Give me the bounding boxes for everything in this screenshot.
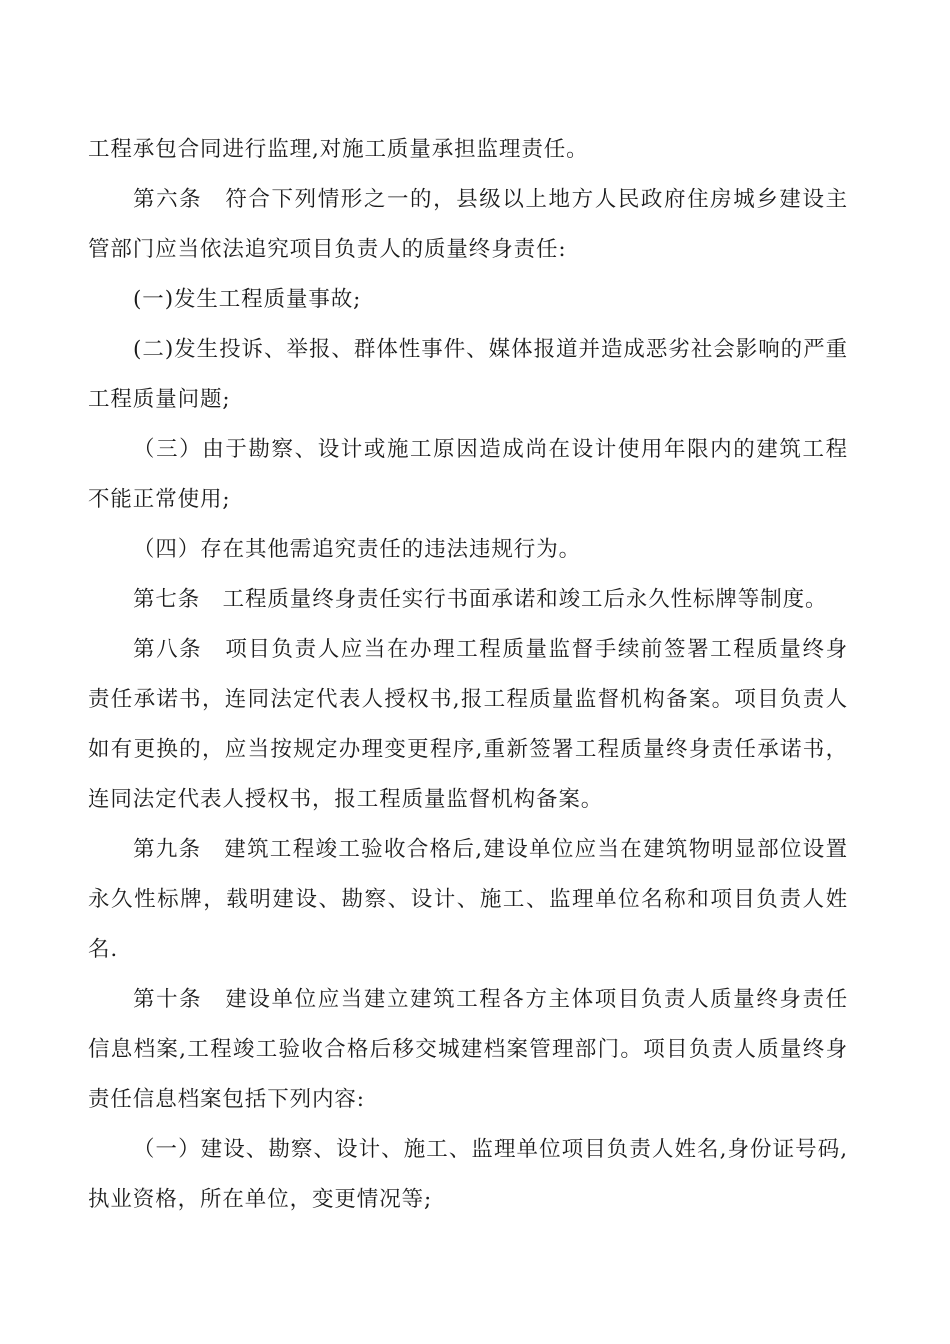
article-10: 第十条 建设单位应当建立建筑工程各方主体项目负责人质量终身责任信息档案,工程竣工验收合格后移交城建档案管理部门。项目负责人质量终身责任信息档案包括下列内容:	[88, 987, 848, 1112]
article-6: 第六条 符合下列情形之一的，县级以上地方人民政府住房城乡建设主管部门应当依法追究项目负责人的质量终身责任:	[88, 187, 848, 262]
article-6-item-1: (一)发生工程质量事故;	[133, 287, 362, 312]
article-6-item-2: (二)发生投诉、举报、群体性事件、媒体报道并造成恶劣社会影响的严重工程质量问题;	[88, 337, 848, 412]
paragraph-continuation: 工程承包合同进行监理,对施工质量承担监理责任。	[88, 137, 589, 162]
article-8: 第八条 项目负责人应当在办理工程质量监督手续前签署工程质量终身责任承诺书，连同法定代表人授权书,报工程质量监督机构备案。项目负责人如有更换的，应当按规定办理变更程序,重新签署工程质量终身责任承诺书，连同法定代表人授权书，报工程质量监督机构备案。	[88, 637, 849, 812]
article-7: 第七条 工程质量终身责任实行书面承诺和竣工后永久性标牌等制度。	[133, 587, 828, 612]
article-6-item-4: （四）存在其他需追究责任的违法违规行为。	[133, 537, 582, 562]
article-6-item-3: （三）由于勘察、设计或施工原因造成尚在设计使用年限内的建筑工程不能正常使用;	[88, 437, 848, 512]
article-10-item-1: （一）建设、勘察、设计、施工、监理单位项目负责人姓名,身份证号码,执业资格，所在单位，变更情况等;	[88, 1137, 848, 1212]
article-9: 第九条 建筑工程竣工验收合格后,建设单位应当在建筑物明显部位设置永久性标牌，载明建设、勘察、设计、施工、监理单位名称和项目负责人姓名.	[88, 837, 848, 962]
